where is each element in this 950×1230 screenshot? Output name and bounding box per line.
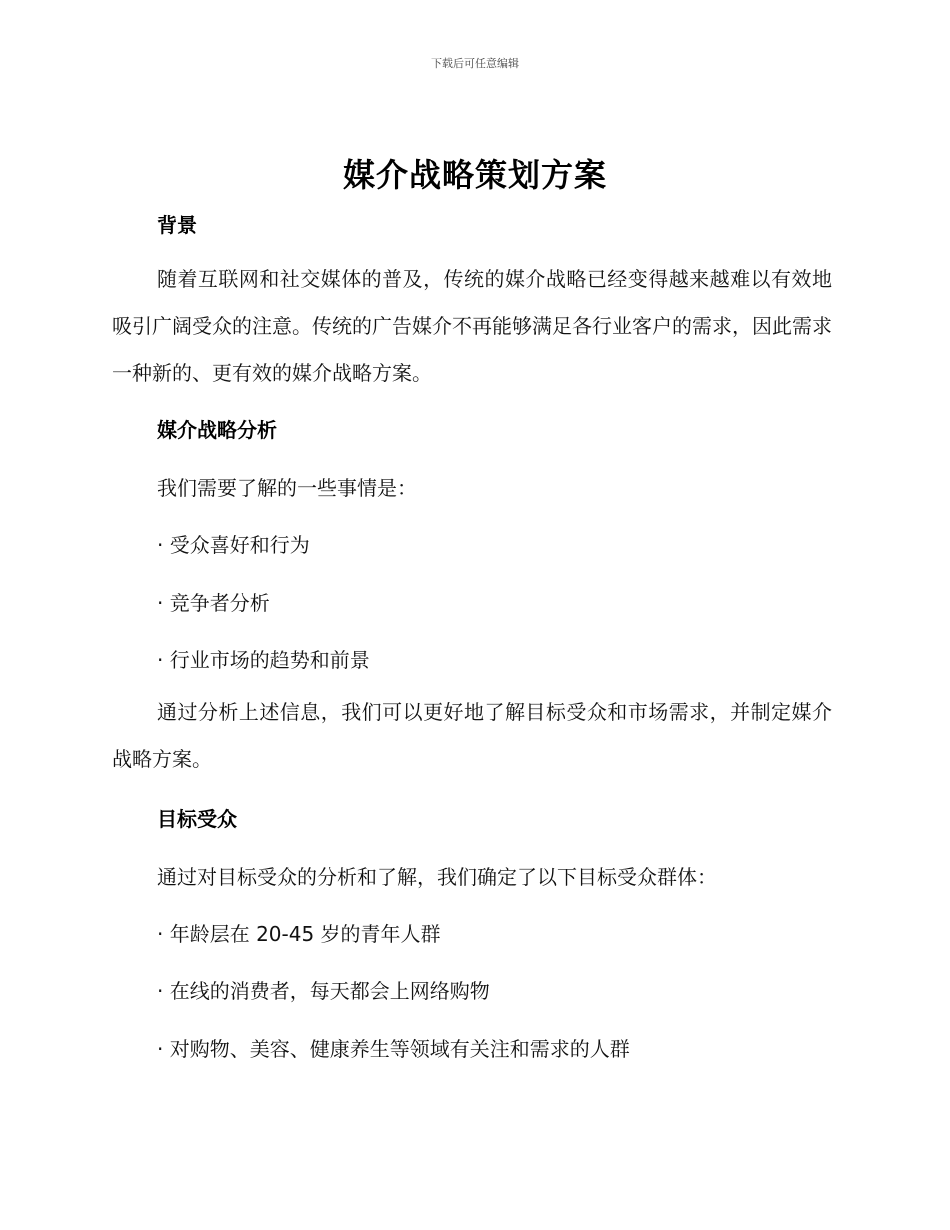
audience-intro: 通过对目标受众的分析和了解，我们确定了以下目标受众群体： [157, 865, 717, 889]
analysis-list-item: · 竞争者分析 [157, 591, 270, 615]
background-paragraph: 随着互联网和社交媒体的普及，传统的媒介战略已经变得越来越难以有效地吸引广阔受众的注意。传统的广告媒介不再能够满足各行业客户的需求，因此需求一种新的、更有效的媒介战略方案。 [112, 267, 832, 385]
analysis-list-item: · 行业市场的趋势和前景 [157, 648, 370, 672]
section-heading-audience: 目标受众 [157, 807, 237, 831]
audience-list-item: · 年龄层在 20-45 岁的青年人群 [157, 922, 441, 946]
section-heading-analysis: 媒介战略分析 [157, 418, 277, 442]
analysis-list-item: · 受众喜好和行为 [157, 533, 310, 557]
audience-list-item: · 在线的消费者，每天都会上网络购物 [157, 979, 490, 1003]
header-note: 下载后可任意编辑 [431, 57, 519, 70]
analysis-conclusion: 通过分析上述信息，我们可以更好地了解目标受众和市场需求，并制定媒介战略方案。 [112, 700, 832, 771]
document-title: 媒介战略策划方案 [342, 156, 607, 194]
analysis-intro: 我们需要了解的一些事情是： [157, 476, 417, 500]
section-heading-background: 背景 [157, 213, 197, 237]
audience-list-item: · 对购物、美容、健康养生等领域有关注和需求的人群 [157, 1037, 630, 1061]
